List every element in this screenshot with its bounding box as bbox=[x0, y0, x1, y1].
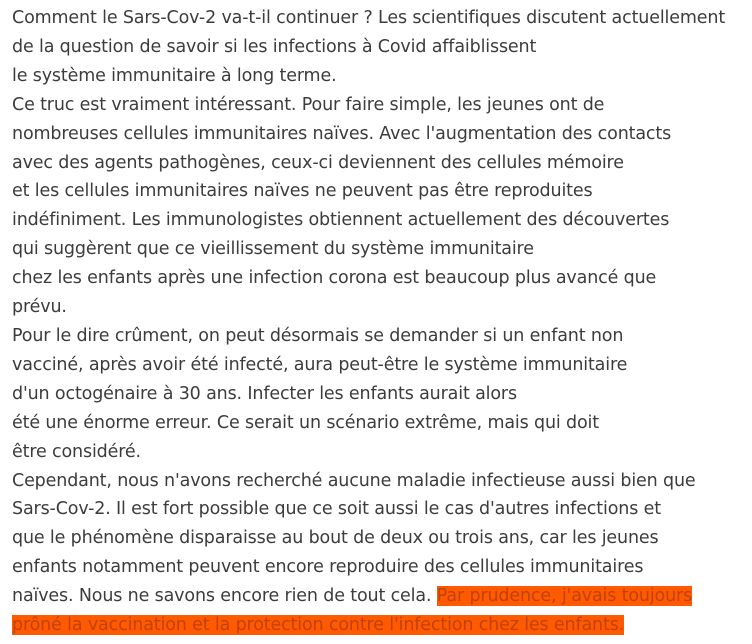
text-line: enfants notamment peuvent encore reproduire des cellules immunitaires bbox=[12, 557, 644, 578]
text-line-mixed bbox=[12, 582, 748, 611]
plain-text: naïves. Nous ne savons encore rien de tout cela. bbox=[12, 586, 437, 607]
text-line: Cependant, nous n'avons recherché aucune maladie infectieuse aussi bien que bbox=[12, 470, 696, 491]
text-line: et les cellules immunitaires naïves ne peuvent pas être reproduites bbox=[12, 181, 593, 202]
text-line: Pour le dire crûment, on peut désormais se demander si un enfant non bbox=[12, 325, 624, 346]
text-line: été une énorme erreur. Ce serait un scénario extrême, mais qui doit bbox=[12, 412, 599, 433]
text-line: nombreuses cellules immunitaires naïves. Avec l'augmentation des contacts bbox=[12, 123, 672, 144]
text-line: prévu. bbox=[12, 297, 67, 318]
text-line: d'un octogénaire à 30 ans. Infecter les enfants aurait alors bbox=[12, 383, 517, 404]
text-line: Comment le Sars-Cov-2 va-t-il continuer ? Les scientifiques discutent actuellement bbox=[12, 8, 726, 28]
text-line: vacciné, après avoir été infecté, aura peut-être le système immunitaire bbox=[12, 354, 628, 375]
text-line: indéfiniment. Les immunologistes obtiennent actuellement des découvertes bbox=[12, 210, 670, 231]
text-line: le système immunitaire à long terme. bbox=[12, 65, 337, 86]
text-line: qui suggèrent que ce vieillissement du système immunitaire bbox=[12, 239, 534, 260]
text-line: de la question de savoir si les infections à Covid affaiblissent bbox=[12, 36, 537, 57]
highlighted-text: Par prudence, j'avais toujours bbox=[436, 586, 693, 607]
highlighted-text: prôné la vaccination et la protection contre l'infection chez les enfants. bbox=[12, 615, 625, 636]
text-line-highlighted bbox=[12, 611, 748, 640]
text-line: Sars-Cov-2. Il est fort possible que ce soit aussi le cas d'autres infections et bbox=[12, 499, 661, 520]
text-line: que le phénomène disparaisse au bout de deux ou trois ans, car les jeunes bbox=[12, 528, 659, 549]
text-line: Ce truc est vraiment intéressant. Pour faire simple, les jeunes ont de bbox=[12, 94, 605, 115]
article-text bbox=[12, 4, 748, 640]
text-line: être considéré. bbox=[12, 441, 141, 462]
text-line: chez les enfants après une infection corona est beaucoup plus avancé que bbox=[12, 268, 657, 289]
text-line: avec des agents pathogènes, ceux-ci deviennent des cellules mémoire bbox=[12, 152, 624, 173]
